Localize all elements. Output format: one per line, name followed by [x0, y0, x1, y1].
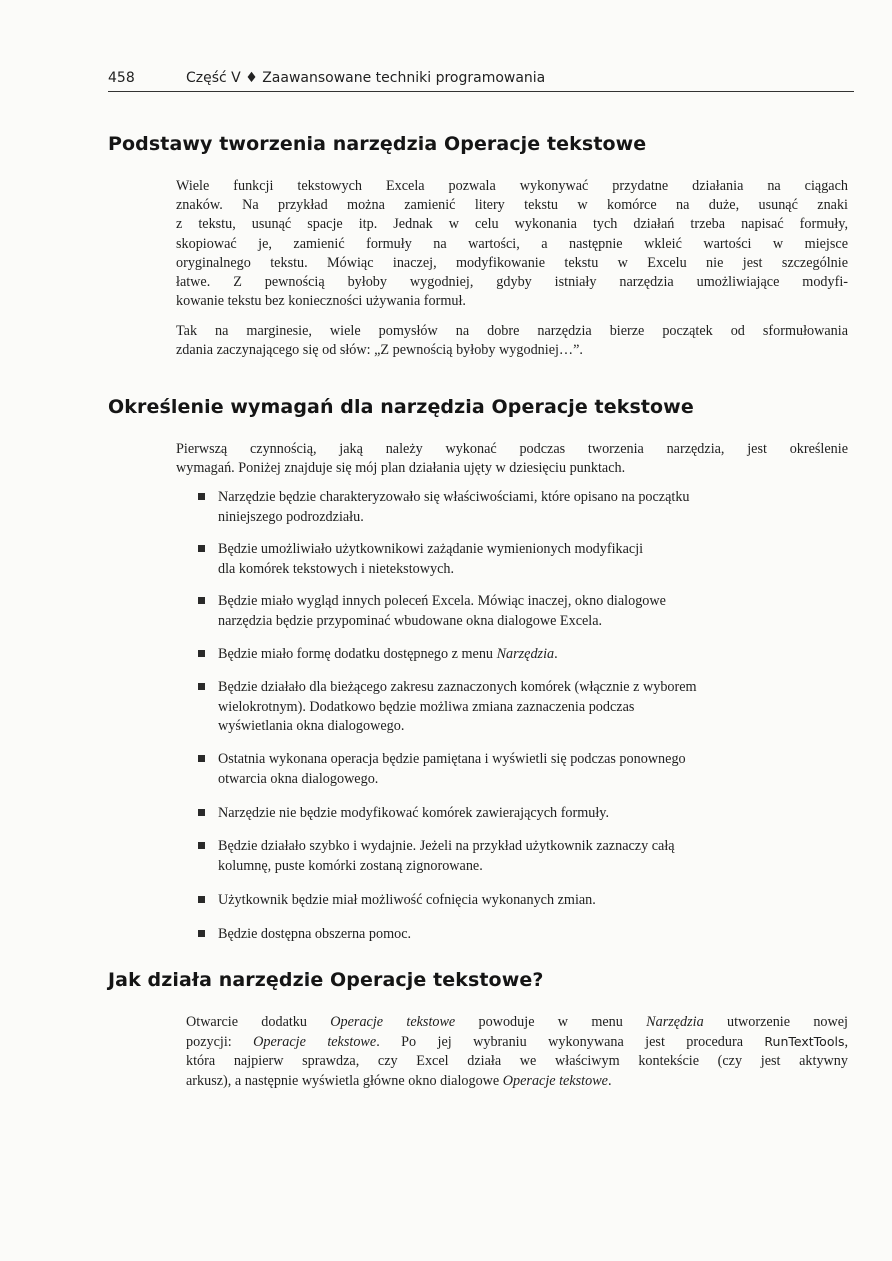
text-line — [186, 1072, 848, 1091]
text-line: Wiele funkcji tekstowych Excela pozwala wykonywać przydatne działania na ciągach — [176, 178, 848, 194]
text-run: powoduje w menu — [455, 1014, 647, 1030]
section-1-paragraph-1 — [176, 177, 848, 311]
text-run: pozycji: — [186, 1034, 254, 1051]
section-heading-3: Jak działa narzędzie Operacje tekstowe? — [108, 969, 544, 991]
bullet-square-icon — [198, 493, 205, 500]
bullet-square-icon — [198, 809, 205, 816]
text-line: Narzędzie będzie charakteryzowało się właściwościami, które opisano na początku — [218, 489, 690, 505]
text-line: dla komórek tekstowych i nietekstowych. — [218, 560, 455, 577]
dialog-name: Operacje tekstowe — [502, 1072, 608, 1089]
text-line: łatwe. Z pewnością byłoby wygodniej, gdyby istniały narzędzia umożliwiające modyfi- — [176, 274, 848, 291]
text-line: kolumnę, puste komórki zostaną zignorowane. — [218, 857, 483, 874]
text-line: Tak na marginesie, wiele pomysłów na dobre narzędzia bierze początek od sformułowania — [176, 323, 848, 339]
text-line: Będzie działało dla bieżącego zakresu zaznaczonych komórek (włącznie z wyborem — [218, 679, 697, 695]
text-line: Ostatnia wykonana operacja będzie pamiętana i wyświetli się podczas ponownego — [218, 751, 686, 767]
section-1-paragraph-2 — [176, 322, 848, 360]
text-run: Otwarcie dodatku — [186, 1014, 331, 1030]
text-line: która najpierw sprawdza, czy Excel działa we właściwym kontekście (czy jest aktywny — [186, 1053, 848, 1070]
text-line: Pierwszą czynnością, jaką należy wykonać podczas tworzenia narzędzia, jest określenie — [176, 441, 848, 457]
text-line: z tekstu, usunąć spacje itp. Jednak w celu wykonania tych działań trzeba napisać formuły, — [176, 216, 848, 233]
page-number: 458 — [108, 70, 135, 86]
text-run: , — [844, 1034, 849, 1051]
procedure-name: RunTextTools — [764, 1034, 845, 1050]
bullet-square-icon — [198, 896, 205, 903]
text-line: wielokrotnym). Dodatkowo będzie możliwa zmiana zaznaczenia podczas — [218, 698, 635, 715]
text-line: Narzędzie nie będzie modyfikować komórek zawierających formuły. — [218, 805, 610, 821]
bullet-square-icon — [198, 597, 205, 604]
bullet-square-icon — [198, 930, 205, 937]
text-line: oryginalnego tekstu. Mówiąc inaczej, modyfikowanie tekstu w Excelu nie jest szczególnie — [176, 254, 848, 271]
text-line: Będzie dostępna obszerna pomoc. — [218, 926, 412, 942]
section-heading-2: Określenie wymagań dla narzędzia Operacje tekstowe — [108, 396, 694, 418]
text-run: . — [607, 1072, 612, 1089]
section-3-paragraph — [186, 1013, 848, 1091]
text-line: Użytkownik będzie miał możliwość cofnięcia wykonanych zmian. — [218, 892, 596, 908]
bullet-square-icon — [198, 545, 205, 552]
header-rule — [108, 91, 854, 92]
text-run: utworzenie nowej — [703, 1014, 848, 1030]
addin-name: Operacje tekstowe — [330, 1014, 456, 1030]
menu-item-name: Operacje tekstowe — [253, 1034, 377, 1051]
text-line: otwarcia okna dialogowego. — [218, 770, 379, 787]
text-line: Będzie działało szybko i wydajnie. Jeżeli na przykład użytkownik zaznaczy całą — [218, 838, 675, 854]
text-line: znaków. Na przykład można zamienić litery tekstu w komórce na duże, usunąć znaki — [176, 197, 848, 214]
text-line — [218, 645, 838, 665]
text-line: wymagań. Poniżej znajduje się mój plan działania ujęty w dziesięciu punktach. — [176, 460, 626, 477]
text-run: . Po jej wybraniu wykonywana jest procedura — [376, 1034, 765, 1051]
text-line: zdania zaczynającego się od słów: „Z pewnością byłoby wygodniej…”. — [176, 342, 583, 359]
text-line: niniejszego podrozdziału. — [218, 508, 364, 525]
section-2-paragraph-1 — [176, 440, 848, 478]
bullet-square-icon — [198, 683, 205, 690]
text-line: narzędzia będzie przypominać wbudowane okna dialogowe Excela. — [218, 612, 603, 629]
menu-name: Narzędzia — [646, 1014, 704, 1030]
bullet-square-icon — [198, 650, 205, 657]
text-line: kowanie tekstu bez konieczności używania formuł. — [176, 293, 466, 310]
text-run: . — [554, 646, 558, 662]
bullet-square-icon — [198, 755, 205, 762]
bullet-square-icon — [198, 842, 205, 849]
text-line — [186, 1013, 848, 1032]
text-run: Będzie miało formę dodatku dostępnego z menu — [218, 646, 497, 662]
text-line: skopiować je, zamienić formuły na wartości, a następnie wkleić wartości w miejsce — [176, 235, 848, 252]
text-line: Będzie umożliwiało użytkownikowi zażądanie wymienionych modyfikacji — [218, 541, 644, 557]
text-line: Będzie miało wygląd innych poleceń Excela. Mówiąc inaczej, okno dialogowe — [218, 593, 666, 609]
running-title: Część V ♦ Zaawansowane techniki programowania — [186, 70, 546, 86]
section-heading-1: Podstawy tworzenia narzędzia Operacje tekstowe — [108, 133, 647, 155]
menu-name: Narzędzia — [496, 646, 555, 662]
text-run: arkusz), a następnie wyświetla główne okno dialogowe — [186, 1072, 503, 1089]
running-head — [108, 70, 854, 86]
text-line — [186, 1032, 848, 1052]
text-line: wyświetlania okna dialogowego. — [218, 718, 405, 734]
